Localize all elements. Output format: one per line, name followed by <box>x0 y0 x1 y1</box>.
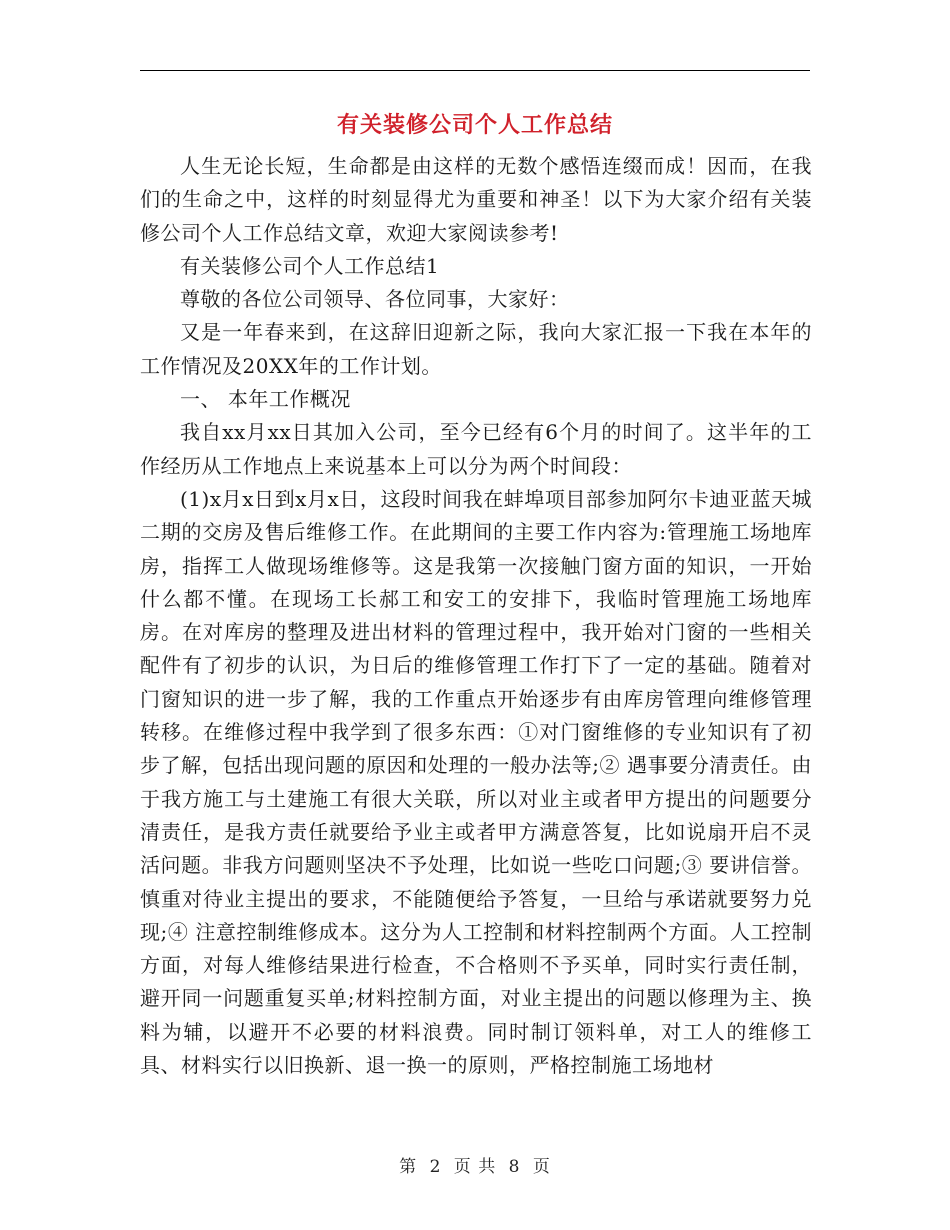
footer-middle: 页 共 <box>453 1157 497 1177</box>
header-rule <box>140 70 810 71</box>
document-body <box>140 150 812 1082</box>
paragraph-subheading: 一、 本年工作概况 <box>180 387 351 412</box>
paragraph-salutation: 尊敬的各位公司领导、各位同事，大家好： <box>180 287 570 312</box>
footer-total-pages: 8 <box>508 1157 521 1177</box>
page-footer <box>0 1152 950 1177</box>
paragraph-overview: 我自xx月xx日其加入公司，至今已经有6个月的时间了。这半年的工作经历从工作地点上来说基本上可以分为两个时间段： <box>140 420 812 478</box>
paragraph-details: (1)x月x日到x月x日，这段时间我在蚌埠项目部参加阿尔卡迪亚蓝天城二期的交房及售后维修工作。在此期间的主要工作内容为:管理施工场地库房，指挥工人做现场维修等。这是我第一次接触门窗方面的知识，一开始什么都不懂。在现场工长郝工和安工的安排下，我临时管理施工场地库房。在对库房的整理及进出材料的管理过程中，我开始对门窗的一些相关配件有了初步的认识，为日后的维修管理工作打下了一定的基础。随着对门窗知识的进一步了解，我的工作重点开始逐步有由库房管理向维修管理转移。在维修过程中我学到了很多东西：①对门窗维修的专业知识有了初步了解，包括出现问题的原因和处理的一般办法等;② 遇事要分清责任。由于我方施工与土建施工有很大关联，所以对业主或者甲方提出的问题要分清责任，是我方责任就要给予业主或者甲方满意答复，比如说扇开启不灵活问题。非我方问题则坚决不予处理，比如说一些吃口问题;③ 要讲信誉。慎重对待业主提出的要求，不能随便给予答复，一旦给与承诺就要努力兑现;④ 注意控制维修成本。这分为人工控制和材料控制两个方面。人工控制方面，对每人维修结果进行检查，不合格则不予买单，同时实行责任制，避开同一问题重复买单;材料控制方面，对业主提出的问题以修理为主、换料为辅，以避开不必要的材料浪费。同时制订领料单，对工人的维修工具、材料实行以旧换新、退一换一的原则，严格控制施工场地材 <box>140 486 812 1078</box>
paragraph-opening: 又是一年春来到，在这辞旧迎新之际，我向大家汇报一下我在本年的工作情况及20XX年的工作计划。 <box>140 320 812 378</box>
document-title: 有关装修公司个人工作总结 <box>336 112 613 138</box>
footer-prefix: 第 <box>399 1157 418 1177</box>
footer-current-page: 2 <box>429 1157 442 1177</box>
footer-suffix: 页 <box>532 1157 551 1177</box>
paragraph-section-heading: 有关装修公司个人工作总结1 <box>180 253 440 278</box>
paragraph-intro: 人生无论长短，生命都是由这样的无数个感悟连缀而成！因而，在我们的生命之中，这样的时刻显得尤为重要和神圣！以下为大家介绍有关装修公司个人工作总结文章，欢迎大家阅读参考! <box>140 154 812 245</box>
